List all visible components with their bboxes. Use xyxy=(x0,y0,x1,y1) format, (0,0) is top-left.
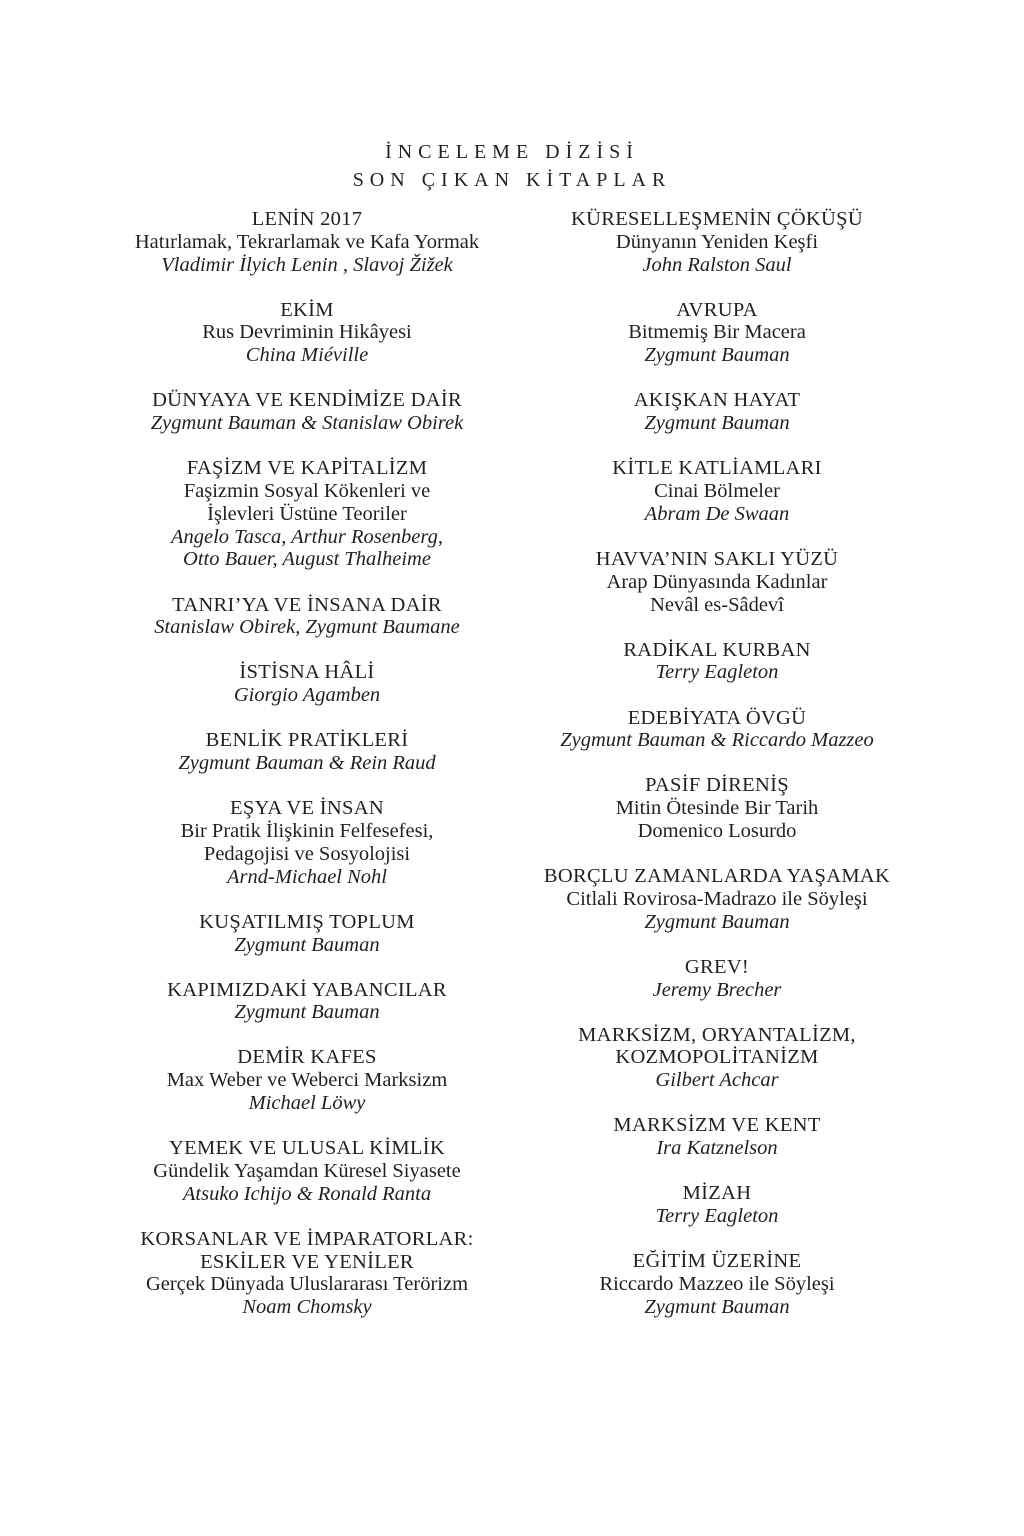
book-author: Zygmunt Bauman xyxy=(644,344,790,367)
book-author: Angelo Tasca, Arthur Rosenberg, xyxy=(170,525,443,548)
book-title: EKİM xyxy=(280,298,334,321)
book-title: BENLİK PRATİKLERİ xyxy=(205,729,409,752)
book-entry xyxy=(507,208,927,276)
book-title: PASİF DİRENİŞ xyxy=(645,774,789,797)
book-entry xyxy=(507,639,927,685)
book-subtitle: Gündelik Yaşamdan Küresel Siyasete xyxy=(153,1159,461,1182)
book-title: FAŞİZM VE KAPİTALİZM xyxy=(186,457,428,480)
book-author: Abram De Swaan xyxy=(644,502,790,525)
book-entry xyxy=(97,1046,517,1114)
book-author: China Miéville xyxy=(245,344,369,367)
book-subtitle: Domenico Losurdo xyxy=(637,820,797,843)
book-entry xyxy=(507,389,927,435)
book-title: KAPIMIZDAKİ YABANCILAR xyxy=(167,978,447,1001)
book-entry xyxy=(97,661,517,707)
book-title: ESKİLER VE YENİLER xyxy=(200,1250,414,1273)
book-author: Arnd-Michael Nohl xyxy=(227,865,387,888)
book-entry xyxy=(97,979,517,1025)
book-subtitle: Faşizmin Sosyal Kökenleri ve xyxy=(183,480,431,503)
book-subtitle: Citlali Rovirosa-Madrazo ile Söyleşi xyxy=(566,887,868,910)
book-entry xyxy=(507,1250,927,1318)
book-author: Zygmunt Bauman xyxy=(644,1295,790,1318)
book-title: YEMEK VE ULUSAL KİMLİK xyxy=(169,1137,445,1160)
book-title: HAVVA’NIN SAKLI YÜZÜ xyxy=(595,547,839,570)
book-subtitle: Pedagojisi ve Sosyolojisi xyxy=(203,842,411,865)
book-author: Noam Chomsky xyxy=(242,1296,372,1319)
book-title: KUŞATILMIŞ TOPLUM xyxy=(199,910,415,933)
book-author: Terry Eagleton xyxy=(655,1205,779,1228)
book-entry xyxy=(507,1024,927,1092)
book-subtitle: Bir Pratik İlişkinin Felfesefesi, xyxy=(180,820,434,843)
book-title: AVRUPA xyxy=(676,298,758,321)
book-author: Zygmunt Bauman & Stanislaw Obirek xyxy=(150,412,464,435)
book-title: KORSANLAR VE İMPARATORLAR: xyxy=(140,1227,474,1250)
book-title: LENİN 2017 xyxy=(251,208,363,230)
book-author: Ira Katznelson xyxy=(656,1137,778,1160)
book-subtitle: Rus Devriminin Hikâyesi xyxy=(202,321,412,344)
book-author: Zygmunt Bauman & Riccardo Mazzeo xyxy=(560,729,874,752)
book-subtitle: Cinai Bölmeler xyxy=(654,480,780,503)
book-title: MARKSİZM VE KENT xyxy=(613,1114,821,1137)
book-subtitle: Hatırlamak, Tekrarlamak ve Kafa Yormak xyxy=(134,230,480,253)
book-author: Atsuko Ichijo & Ronald Ranta xyxy=(182,1182,432,1205)
book-entry xyxy=(507,299,927,367)
book-author: Vladimir İlyich Lenin , Slavoj Žižek xyxy=(161,253,453,276)
book-entry xyxy=(97,911,517,957)
book-title: DÜNYAYA VE KENDİMİZE DAİR xyxy=(152,389,462,412)
book-entry xyxy=(507,1182,927,1228)
book-entry xyxy=(97,729,517,775)
book-author: Zygmunt Bauman xyxy=(644,412,790,435)
book-entry xyxy=(507,774,927,842)
book-entry xyxy=(97,797,517,888)
book-title: AKIŞKAN HAYAT xyxy=(633,389,801,412)
left-book-list xyxy=(97,208,517,1341)
book-entry xyxy=(97,457,517,571)
series-header xyxy=(0,138,1024,194)
book-subtitle: Riccardo Mazzeo ile Söyleşi xyxy=(599,1272,835,1295)
book-entry xyxy=(97,299,517,367)
book-author: John Ralston Saul xyxy=(642,253,792,276)
book-title: KİTLE KATLİAMLARI xyxy=(612,457,822,480)
book-title: TANRI’YA VE İNSANA DAİR xyxy=(172,593,442,616)
book-entry xyxy=(507,1114,927,1160)
book-author: Giorgio Agamben xyxy=(233,684,381,707)
book-author: Otto Bauer, August Thalheime xyxy=(183,548,431,571)
book-author: Jeremy Brecher xyxy=(652,978,782,1001)
book-title: BORÇLU ZAMANLARDA YAŞAMAK xyxy=(543,865,891,888)
book-subtitle: Gerçek Dünyada Uluslararası Terörizm xyxy=(145,1273,469,1296)
book-title: KOZMOPOLİTANİZM xyxy=(615,1046,819,1069)
book-title: EDEBİYATA ÖVGÜ xyxy=(627,706,807,729)
book-subtitle: Max Weber ve Weberci Marksizm xyxy=(166,1069,448,1092)
series-name: İNCELEME DİZİSİ xyxy=(385,141,639,163)
book-title: MİZAH xyxy=(682,1182,752,1205)
book-entry xyxy=(97,1228,517,1319)
book-entry xyxy=(507,956,927,1002)
book-entry xyxy=(507,865,927,933)
book-title: MARKSİZM, ORYANTALİZM, xyxy=(578,1023,856,1046)
book-entry xyxy=(97,389,517,435)
book-subtitle: Dünyanın Yeniden Keşfi xyxy=(615,230,819,253)
book-author: Zygmunt Bauman & Rein Raud xyxy=(178,752,436,775)
book-subtitle: Mitin Ötesinde Bir Tarih xyxy=(615,797,819,820)
right-book-list xyxy=(507,208,927,1341)
book-title: GREV! xyxy=(684,955,750,978)
book-title: EĞİTİM ÜZERİNE xyxy=(632,1250,802,1273)
book-author: Terry Eagleton xyxy=(655,661,779,684)
book-author: Zygmunt Bauman xyxy=(644,910,790,933)
section-heading: SON ÇIKAN KİTAPLAR xyxy=(352,169,672,191)
book-entry xyxy=(97,208,517,276)
book-author: Zygmunt Bauman xyxy=(234,933,380,956)
book-entry xyxy=(507,707,927,753)
book-subtitle: Arap Dünyasında Kadınlar xyxy=(606,570,828,593)
book-author: Gilbert Achcar xyxy=(655,1069,779,1092)
book-title: EŞYA VE İNSAN xyxy=(230,797,384,820)
book-entry xyxy=(97,594,517,640)
book-author: Michael Löwy xyxy=(248,1092,366,1115)
book-title: RADİKAL KURBAN xyxy=(623,638,811,661)
book-title: İSTİSNA HÂLİ xyxy=(239,661,375,684)
book-entry xyxy=(507,457,927,525)
book-subtitle: Nevâl es-Sâdevî xyxy=(650,593,784,616)
book-entry xyxy=(97,1137,517,1205)
book-author: Stanislaw Obirek, Zygmunt Baumane xyxy=(154,616,460,639)
book-subtitle: Bitmemiş Bir Macera xyxy=(628,321,806,344)
book-title: KÜRESELLEŞMENİN ÇÖKÜŞÜ xyxy=(571,208,863,230)
book-title: DEMİR KAFES xyxy=(237,1046,377,1069)
book-subtitle: İşlevleri Üstüne Teoriler xyxy=(207,502,407,525)
book-entry xyxy=(507,548,927,616)
book-author: Zygmunt Bauman xyxy=(234,1001,380,1024)
